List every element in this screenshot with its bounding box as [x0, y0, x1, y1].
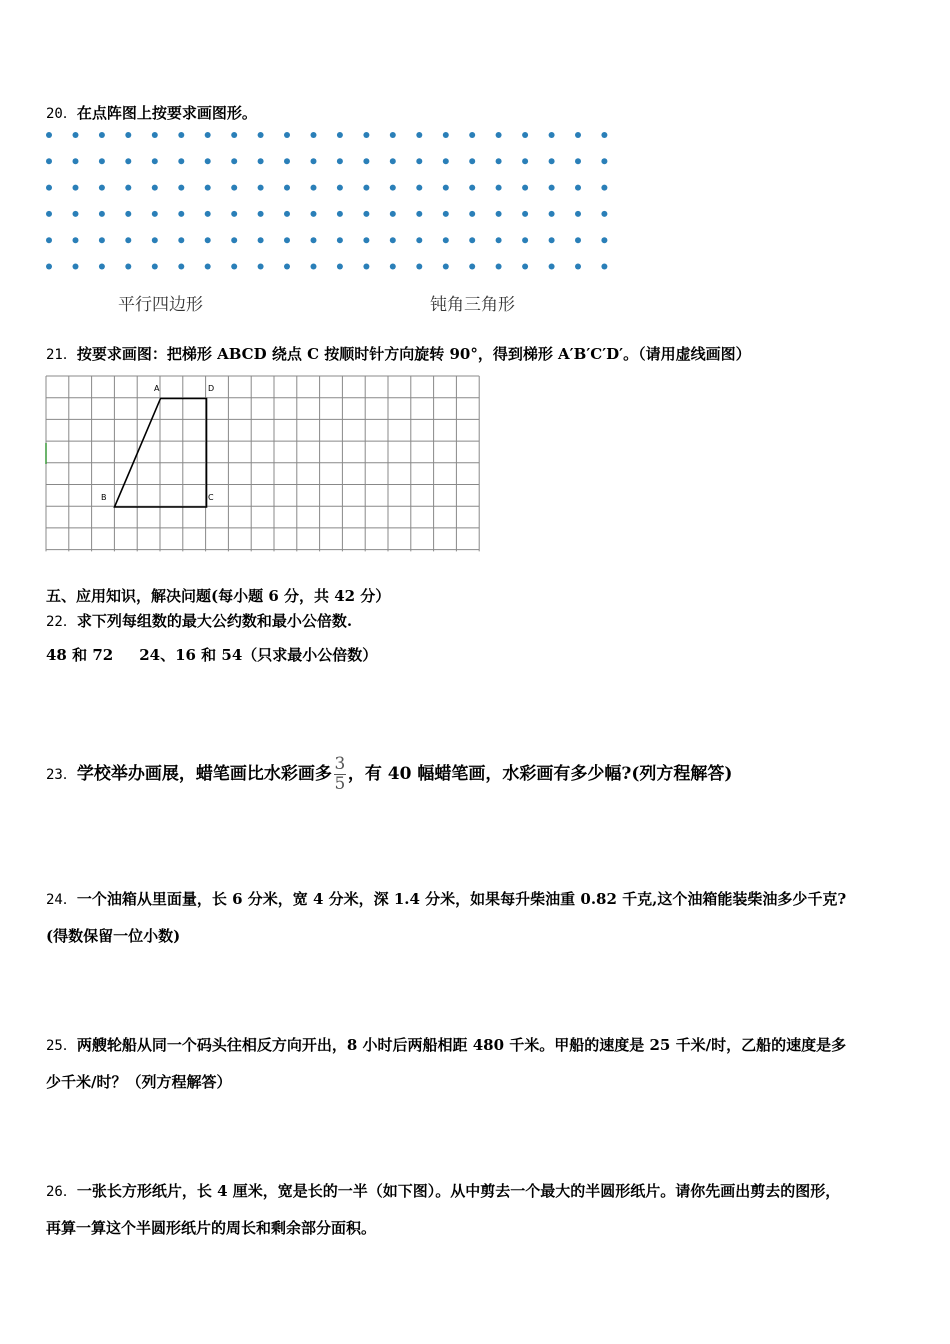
grid-dot[interactable]: [363, 211, 369, 217]
grid-dot[interactable]: [99, 237, 105, 243]
grid-dot[interactable]: [549, 264, 555, 270]
grid-dot[interactable]: [231, 211, 237, 217]
grid-dot[interactable]: [575, 211, 581, 217]
grid-dot[interactable]: [152, 158, 158, 164]
grid-dot[interactable]: [469, 211, 475, 217]
parallelogram-label: 平行四边形: [118, 295, 203, 315]
grid-dot[interactable]: [575, 264, 581, 270]
grid-dot[interactable]: [337, 158, 343, 164]
grid-lines: [46, 376, 479, 551]
question-number: 21．: [46, 347, 77, 363]
question-text: 一个油箱从里面量，长 6 分米，宽 4 分米，深 1.4 分米，如果每升柴油重 0.82 千克,这个油箱能装柴油多少千克?: [76, 890, 847, 908]
grid-dot[interactable]: [337, 264, 343, 270]
grid-dot[interactable]: [311, 264, 317, 270]
grid-dot[interactable]: [125, 185, 131, 191]
grid-dot[interactable]: [46, 237, 52, 243]
fraction-three-fifths: [334, 756, 346, 793]
q24-line2: (得数保留一位小数): [46, 927, 181, 945]
q22-subitems: [46, 645, 377, 665]
grid-dot[interactable]: [73, 237, 79, 243]
grid-dot[interactable]: [390, 158, 396, 164]
grid-dot[interactable]: [311, 132, 317, 138]
grid-dot[interactable]: [125, 264, 131, 270]
question-number: 22．: [46, 614, 77, 630]
fraction-numerator: 3: [334, 754, 346, 774]
grid-dot[interactable]: [443, 185, 449, 191]
grid-dot[interactable]: [601, 237, 607, 243]
grid-dot[interactable]: [284, 264, 290, 270]
grid-dot[interactable]: [522, 158, 528, 164]
grid-dot[interactable]: [125, 211, 131, 217]
grid-dot[interactable]: [337, 211, 343, 217]
grid-dot[interactable]: [258, 264, 264, 270]
grid-dot[interactable]: [443, 264, 449, 270]
grid-dot[interactable]: [178, 158, 184, 164]
grid-dot[interactable]: [390, 211, 396, 217]
grid-dot[interactable]: [337, 237, 343, 243]
grid-dot[interactable]: [46, 132, 52, 138]
grid-dot[interactable]: [522, 132, 528, 138]
grid-dot[interactable]: [178, 237, 184, 243]
question-number: 26．: [46, 1184, 77, 1200]
dot-grid[interactable]: [40, 125, 620, 275]
grid-dot[interactable]: [601, 132, 607, 138]
grid-dot[interactable]: [125, 237, 131, 243]
grid-dot[interactable]: [311, 211, 317, 217]
grid-dot[interactable]: [416, 237, 422, 243]
grid-dot[interactable]: [205, 132, 211, 138]
grid-dot[interactable]: [575, 185, 581, 191]
grid-dot[interactable]: [416, 211, 422, 217]
grid-dot[interactable]: [231, 158, 237, 164]
grid-dot[interactable]: [284, 211, 290, 217]
q25-line2: 少千米/时？（列方程解答）: [46, 1073, 232, 1091]
grid-dot[interactable]: [363, 237, 369, 243]
grid-dot[interactable]: [73, 185, 79, 191]
grid-dot[interactable]: [469, 158, 475, 164]
grid-dot[interactable]: [178, 185, 184, 191]
grid-dot[interactable]: [496, 237, 502, 243]
grid-dot[interactable]: [125, 132, 131, 138]
obtuse-triangle-label: 钝角三角形: [430, 295, 515, 315]
question-text: 在点阵图上按要求画图形。: [76, 104, 257, 122]
q26-line2: 再算一算这个半圆形纸片的周长和剩余部分面积。: [46, 1219, 377, 1237]
grid-dot[interactable]: [443, 211, 449, 217]
grid-dot[interactable]: [549, 132, 555, 138]
grid-dot[interactable]: [99, 185, 105, 191]
grid-dot[interactable]: [469, 237, 475, 243]
question-text: 两艘轮船从同一个码头往相反方向开出，8 小时后两船相距 480 千米。甲船的速度是 25 千米/时，乙船的速度是多: [76, 1036, 847, 1054]
grid-dot[interactable]: [46, 158, 52, 164]
grid-dot[interactable]: [390, 264, 396, 270]
grid-dot[interactable]: [522, 264, 528, 270]
grid-dot[interactable]: [205, 185, 211, 191]
grid-dot[interactable]: [258, 237, 264, 243]
grid-dot[interactable]: [99, 264, 105, 270]
grid-dot[interactable]: [125, 158, 131, 164]
grid-dot[interactable]: [73, 132, 79, 138]
q22-sub2: 24、16 和 54（只求最小公倍数）: [139, 646, 378, 664]
grid-dot[interactable]: [443, 158, 449, 164]
grid-dot[interactable]: [46, 211, 52, 217]
grid-dot[interactable]: [46, 185, 52, 191]
question-number: 23．: [46, 767, 77, 783]
grid-dot[interactable]: [549, 237, 555, 243]
grid-dot[interactable]: [575, 237, 581, 243]
fraction-denominator: 5: [334, 774, 346, 794]
grid-dot[interactable]: [601, 264, 607, 270]
grid-dot[interactable]: [311, 185, 317, 191]
label-c: C: [208, 493, 214, 502]
grid-dot[interactable]: [549, 211, 555, 217]
grid-dot[interactable]: [522, 211, 528, 217]
section-title: 五、应用知识，解决问题(每小题 6 分，共 42 分）: [46, 587, 391, 605]
grid-dot[interactable]: [178, 132, 184, 138]
grid-dot[interactable]: [469, 132, 475, 138]
grid-dot[interactable]: [363, 185, 369, 191]
grid-dot[interactable]: [416, 185, 422, 191]
grid-dot[interactable]: [337, 132, 343, 138]
grid-dot[interactable]: [469, 185, 475, 191]
q23-stem: [46, 752, 732, 797]
q20-stem: [46, 103, 257, 124]
grid-dot[interactable]: [390, 185, 396, 191]
grid-dot[interactable]: [601, 185, 607, 191]
grid-dot[interactable]: [258, 185, 264, 191]
grid-dot[interactable]: [522, 237, 528, 243]
grid-dot[interactable]: [152, 264, 158, 270]
grid-dot[interactable]: [390, 237, 396, 243]
grid-dot[interactable]: [469, 264, 475, 270]
grid-dot[interactable]: [99, 158, 105, 164]
grid-dot[interactable]: [363, 158, 369, 164]
grid-dot[interactable]: [258, 132, 264, 138]
grid-dot[interactable]: [522, 185, 528, 191]
grid-dot[interactable]: [496, 185, 502, 191]
grid-dot[interactable]: [231, 237, 237, 243]
q21-stem: [46, 344, 751, 365]
label-b: B: [101, 493, 107, 502]
grid-dot[interactable]: [284, 158, 290, 164]
grid-dot[interactable]: [284, 132, 290, 138]
q25-stem: [46, 1035, 846, 1056]
q22-sub1: 48 和 72: [46, 646, 114, 664]
grid-dot[interactable]: [363, 132, 369, 138]
grid-dot[interactable]: [73, 211, 79, 217]
question-text: 一张长方形纸片，长 4 厘米，宽是长的一半（如下图）。从中剪去一个最大的半圆形纸片。请你先画出剪去的图形，: [76, 1182, 841, 1200]
grid-dot[interactable]: [231, 132, 237, 138]
grid-dot[interactable]: [575, 158, 581, 164]
grid-dot[interactable]: [73, 158, 79, 164]
grid-dot[interactable]: [496, 264, 502, 270]
grid-dot[interactable]: [99, 211, 105, 217]
question-number: 24．: [46, 892, 77, 908]
question-text: 按要求画图：把梯形 ABCD 绕点 C 按顺时针方向旋转 90°，得到梯形 A′B′C′D′。（请用虚线画图）: [76, 345, 751, 363]
grid-dot[interactable]: [152, 211, 158, 217]
grid-dot[interactable]: [284, 185, 290, 191]
label-d: D: [208, 384, 215, 393]
grid-dot[interactable]: [601, 158, 607, 164]
grid-dot[interactable]: [601, 211, 607, 217]
grid-dot[interactable]: [416, 264, 422, 270]
grid-dot[interactable]: [152, 132, 158, 138]
grid-dot[interactable]: [178, 264, 184, 270]
grid-dot[interactable]: [205, 158, 211, 164]
grid-dot[interactable]: [496, 158, 502, 164]
question-number: 25．: [46, 1038, 77, 1054]
grid-dot[interactable]: [205, 264, 211, 270]
grid-dot[interactable]: [231, 264, 237, 270]
grid-dot[interactable]: [99, 132, 105, 138]
grid-dot[interactable]: [284, 237, 290, 243]
grid-dot[interactable]: [231, 185, 237, 191]
grid-dot[interactable]: [443, 237, 449, 243]
grid-dot[interactable]: [46, 264, 52, 270]
grid-dot[interactable]: [258, 158, 264, 164]
grid-dot[interactable]: [549, 185, 555, 191]
grid-dot[interactable]: [205, 211, 211, 217]
grid-dot[interactable]: [416, 132, 422, 138]
square-grid[interactable]: [45, 375, 480, 555]
q22-stem: [46, 611, 352, 632]
grid-dot[interactable]: [496, 211, 502, 217]
grid-dot[interactable]: [311, 158, 317, 164]
q26-stem: [46, 1181, 840, 1202]
grid-dot[interactable]: [416, 158, 422, 164]
grid-dot[interactable]: [363, 264, 369, 270]
question-text-after: ，有 40 幅蜡笔画，水彩画有多少幅?(列方程解答): [347, 764, 733, 784]
grid-dot[interactable]: [258, 211, 264, 217]
grid-dot[interactable]: [205, 237, 211, 243]
grid-dot[interactable]: [443, 132, 449, 138]
grid-dot[interactable]: [152, 237, 158, 243]
grid-dot[interactable]: [152, 185, 158, 191]
grid-dot[interactable]: [178, 211, 184, 217]
grid-dot[interactable]: [549, 158, 555, 164]
grid-dot[interactable]: [73, 264, 79, 270]
grid-dot[interactable]: [390, 132, 396, 138]
grid-dot[interactable]: [337, 185, 343, 191]
q24-stem: [46, 889, 846, 910]
label-a: A: [154, 384, 160, 393]
grid-dot[interactable]: [575, 132, 581, 138]
question-text: 求下列每组数的最大公约数和最小公倍数.: [76, 612, 353, 630]
grid-dot[interactable]: [496, 132, 502, 138]
question-number: 20．: [46, 106, 77, 122]
question-text-before: 学校举办画展，蜡笔画比水彩画多: [76, 764, 332, 784]
grid-dot[interactable]: [311, 237, 317, 243]
